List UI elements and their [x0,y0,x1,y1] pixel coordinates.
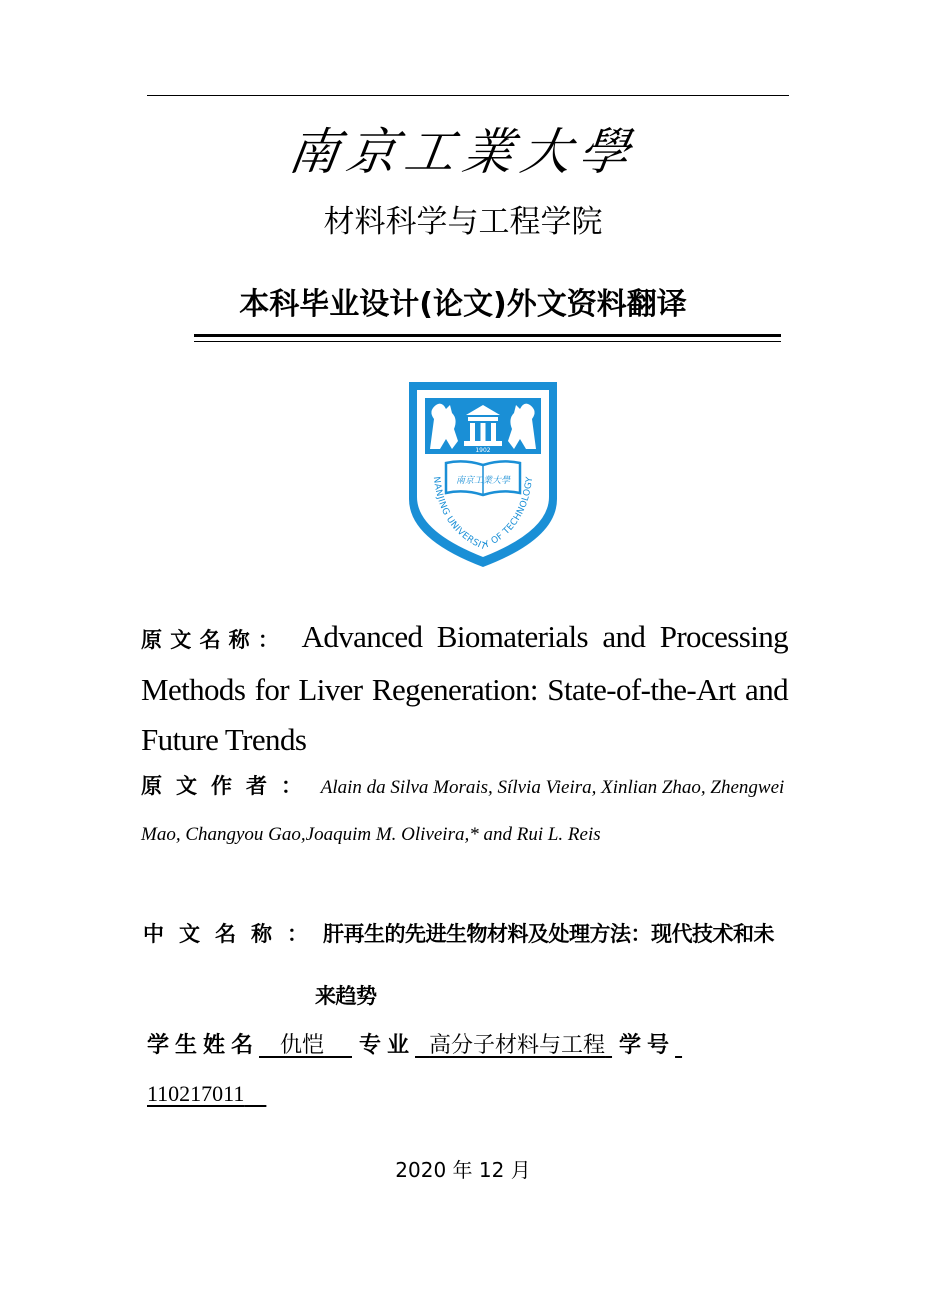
chinese-title-label: 中文名称： [143,922,323,946]
authors-value: Alain da Silva Morais, Sílvia Vieira, Xinlian Zhao, Zhengwei Mao, Changyou Gao,Joaquim M. Oliveira,* and Rui L. Reis [141,777,785,845]
student-id-label: 学号 [619,1033,676,1058]
original-title-value: Advanced Biomaterials and Processing Methods for Liver Regeneration: State-of-the-Art and Future Trends [141,619,789,757]
chinese-title-line1: 肝再生的先进生物材料及处理方法：现代技术和未 [323,922,774,946]
major-label: 专业 [359,1033,416,1058]
school-name: 材料科学与工程学院 [323,204,603,240]
logo-year: 1902 [475,447,491,454]
authors-label: 原文作者： [141,774,316,798]
title-double-rule [194,334,781,342]
university-logo [406,379,560,569]
student-name-label: 学生姓名 [147,1033,260,1058]
student-name-value: 仇恺 [280,1033,325,1058]
original-title-label: 原文名称： [141,628,288,652]
original-title-field [141,612,788,765]
page-title: 本科毕业设计(论文)外文资料翻译 [239,287,687,322]
student-info [147,1022,794,1119]
top-rule [147,95,789,96]
logo-book-text: 南京工業大學 [455,476,511,486]
chinese-title-line2: 来趋势 [315,984,377,1008]
university-calligraphy: 南京工業大學 [284,123,642,181]
date: 2020 年 12 月 [395,1158,531,1182]
authors-field [141,763,788,858]
logo-ring-text: NANJING UNIVERSITY OF TECHNOLOGY [430,476,536,553]
student-id-value: 110217011 [147,1081,245,1106]
major-value: 高分子材料与工程 [429,1033,606,1058]
chinese-title-field [143,904,790,1026]
